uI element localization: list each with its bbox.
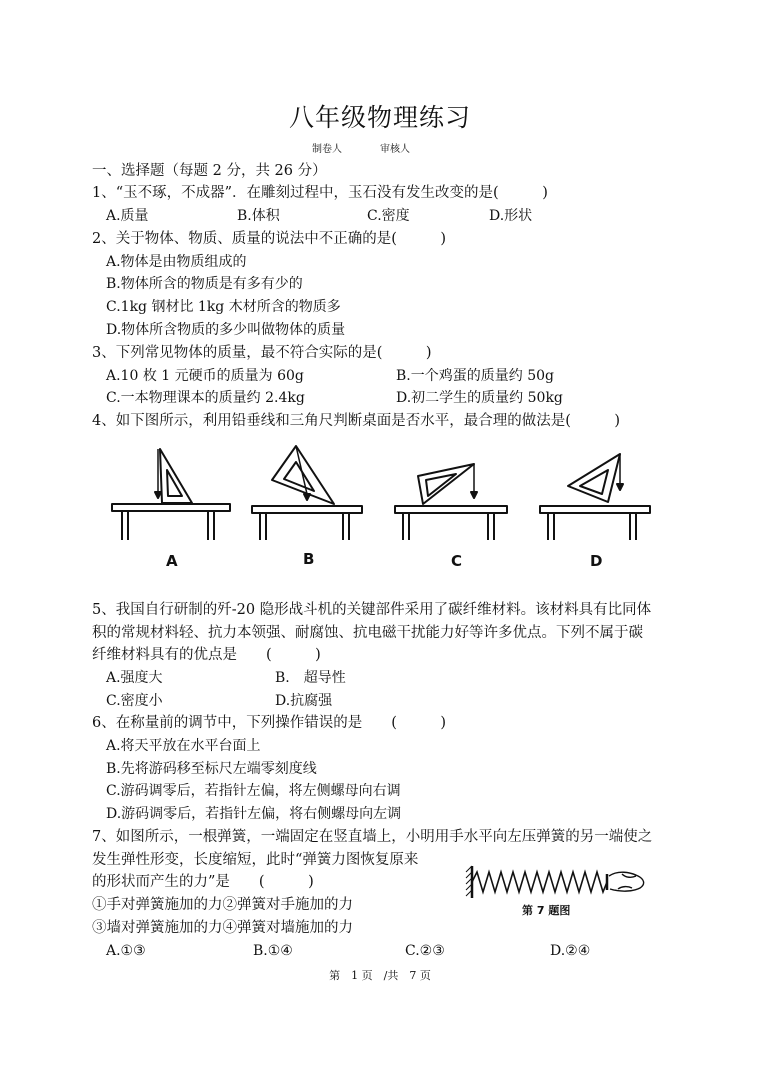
question-5-stem-line-2: 积的常规材料轻、抗力本领强、耐腐蚀、抗电磁干扰能力好等许多优点。下列不属于碳	[92, 625, 643, 641]
table-b	[252, 446, 362, 540]
table-a	[112, 449, 230, 540]
question-7-stem-line-1: 7、如图所示，一根弹簧，一端固定在竖直墙上，小明用手水平向左压弹簧的另一端使之	[92, 829, 653, 845]
q5-option-d: D.抗腐强	[275, 693, 333, 709]
table-c	[395, 464, 507, 540]
q5-option-c: C.密度小	[106, 693, 163, 709]
section-heading: 一、选择题（每题 2 分，共 26 分）	[92, 163, 327, 179]
q6-option-b: B.先将游码移至标尺左端零刻度线	[106, 761, 317, 777]
q6-option-a: A.将天平放在水平台面上	[106, 738, 261, 754]
question-4-stem: 4、如下图所示，利用铅垂线和三角尺判断桌面是否水平，最合理的做法是( )	[92, 413, 621, 429]
q7-option-c: C.②③	[405, 943, 445, 959]
figure-label-d: D	[590, 552, 603, 570]
q2-option-d: D.物体所含物质的多少叫做物体的质量	[106, 322, 346, 338]
hand-icon	[609, 872, 644, 891]
q2-option-b: B.物体所含的物质是有多有少的	[106, 276, 303, 292]
question-5-stem-line-1: 5、我国自行研制的歼-20 隐形战斗机的关键部件采用了碳纤维材料。该材料具有比同体	[92, 602, 652, 618]
q2-option-a: A.物体是由物质组成的	[106, 254, 247, 270]
page-title: 八年级物理练习	[288, 103, 471, 132]
page-footer: 第 1 页 /共 7 页	[329, 969, 431, 982]
question-1-stem: 1、“玉不琢，不成器”．在雕刻过程中，玉石没有发生改变的是( )	[92, 185, 548, 201]
q3-option-c: C.一本物理课本的质量约 2.4kg	[106, 390, 305, 406]
q3-option-b: B.一个鸡蛋的质量约 50g	[396, 368, 554, 384]
question-7-stem-line-2: 发生弹性形变，长度缩短，此时“弹簧力图恢复原来	[92, 852, 419, 868]
q7-option-b: B.①④	[253, 943, 293, 959]
reviewer-label: 审核人	[380, 144, 410, 155]
q1-option-b: B.体积	[237, 208, 280, 224]
maker-label: 制卷人	[312, 144, 342, 155]
question-2-stem: 2、关于物体、物质、质量的说法中不正确的是( )	[92, 231, 447, 247]
spring	[472, 872, 607, 892]
plumb-line-figure	[100, 440, 660, 575]
question-6-stem: 6、在称量前的调节中，下列操作错误的是 ( )	[92, 715, 447, 731]
spring-figure	[462, 862, 652, 902]
q5-option-b: B. 超导性	[275, 670, 346, 686]
q1-option-a: A.质量	[106, 208, 149, 224]
figure-7-caption: 第 7 题图	[522, 904, 571, 917]
q1-option-d: D.形状	[489, 208, 533, 224]
q1-option-c: C.密度	[367, 208, 410, 224]
q7-option-d: D.②④	[550, 943, 591, 959]
q6-option-c: C.游码调零后，若指针左偏，将左侧螺母向右调	[106, 783, 401, 799]
q5-option-a: A.强度大	[106, 670, 163, 686]
figure-label-a: A	[166, 552, 178, 570]
figure-label-c: C	[451, 552, 463, 570]
question-5-stem-line-3: 纤维材料具有的优点是 ( )	[92, 647, 321, 663]
q3-option-a: A.10 枚 1 元硬币的质量为 60g	[106, 368, 304, 384]
figure-label-b: B	[303, 550, 315, 568]
q6-option-d: D.游码调零后，若指针左偏，将右侧螺母向左调	[106, 806, 402, 822]
question-7-stem-line-5: ③墙对弹簧施加的力④弹簧对墙施加的力	[92, 920, 353, 936]
q3-option-d: D.初二学生的质量约 50kg	[396, 390, 563, 406]
question-3-stem: 3、下列常见物体的质量，最不符合实际的是( )	[92, 345, 432, 361]
q2-option-c: C.1kg 钢材比 1kg 木材所含的物质多	[106, 299, 341, 315]
q7-option-a: A.①③	[106, 943, 146, 959]
table-d	[540, 454, 650, 540]
question-7-stem-line-4: ①手对弹簧施加的力②弹簧对手施加的力	[92, 897, 353, 913]
question-7-stem-line-3: 的形状而产生的力”是 ( )	[92, 874, 314, 890]
